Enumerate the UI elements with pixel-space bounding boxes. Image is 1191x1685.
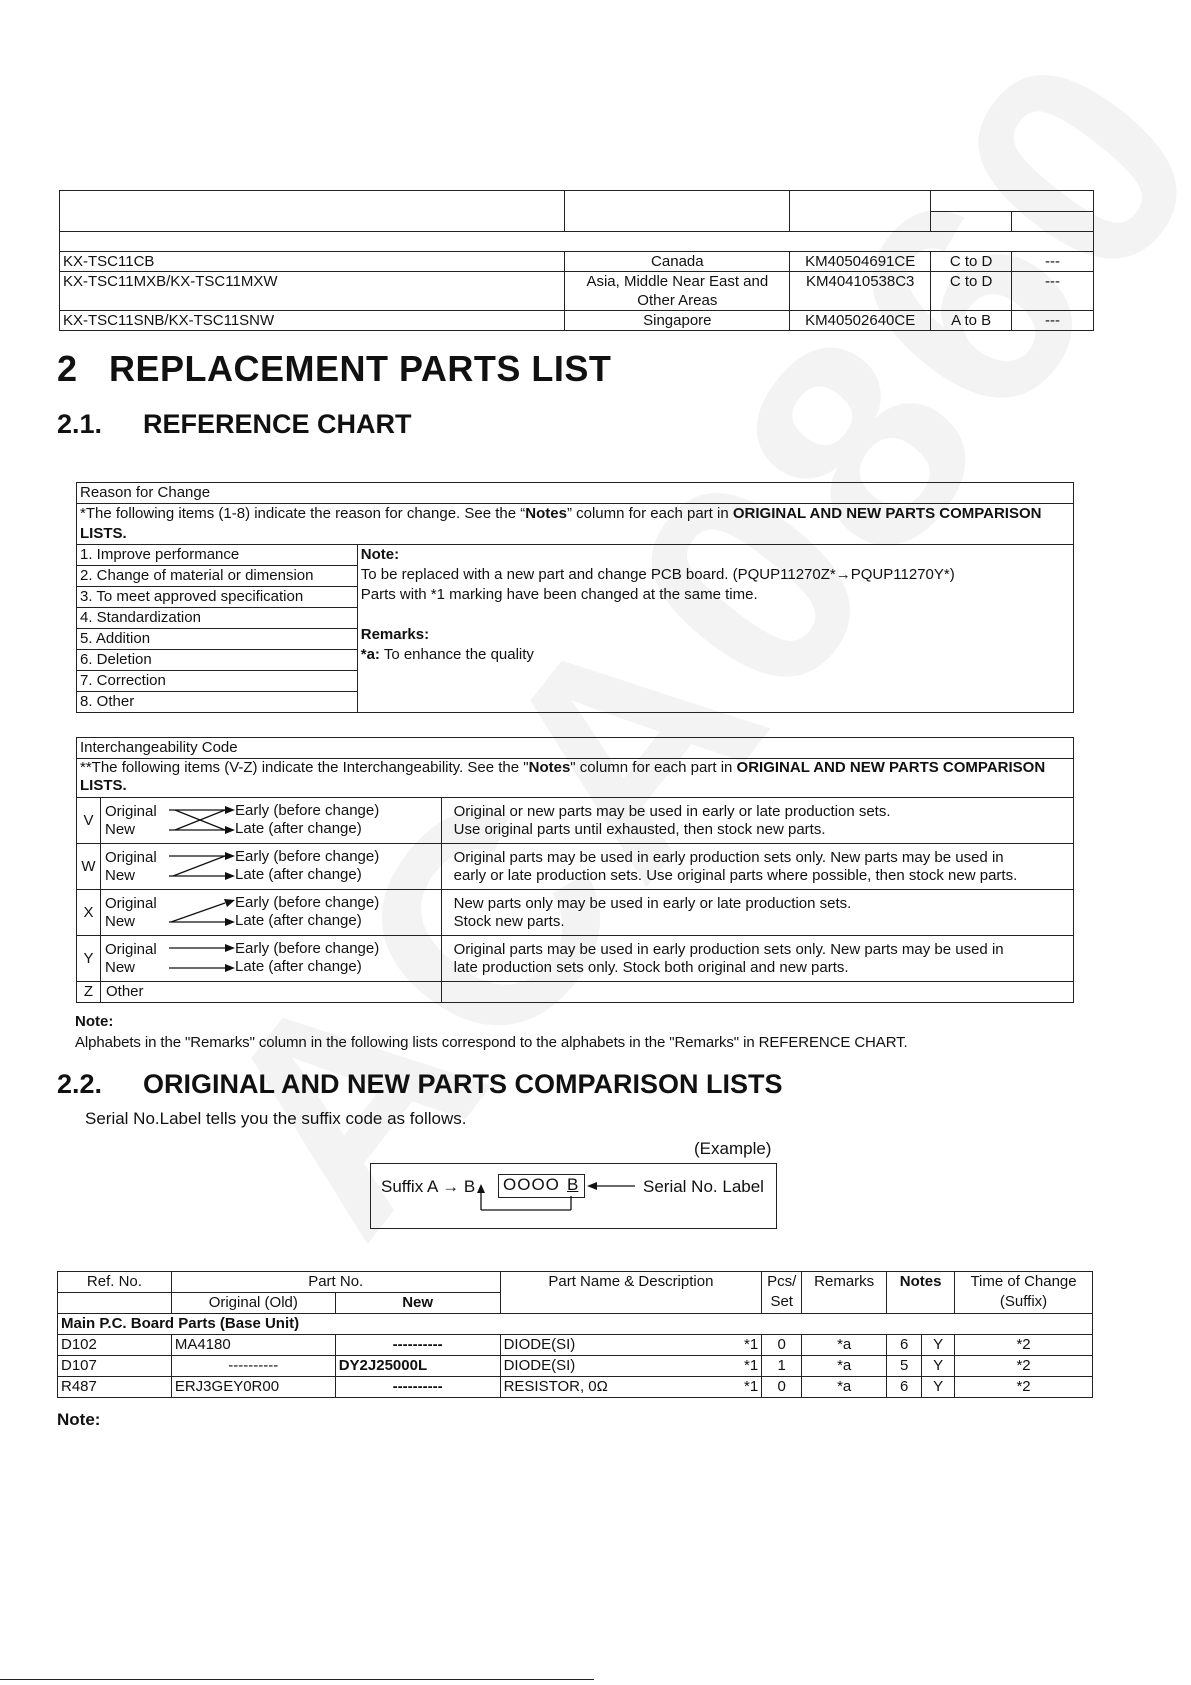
part-ref: D102: [58, 1335, 172, 1356]
model-extra: ---: [1012, 252, 1094, 272]
reason-header: Reason for Change: [77, 483, 1074, 504]
subsection-heading: [57, 1069, 783, 1100]
section-title: REPLACEMENT PARTS LIST: [109, 348, 612, 389]
suffix-text: Suffix A → B: [381, 1177, 476, 1196]
model-row: [60, 311, 1094, 331]
inter-desc-line: New parts only may be used in early or late production sets.: [453, 894, 852, 912]
header-new: New: [335, 1293, 500, 1314]
inter-intro-notes: Notes: [528, 759, 571, 776]
model-area: Asia, Middle Near East and Other Areas: [565, 272, 790, 311]
inter-desc-line: late production sets only. Stock both original and new parts.: [453, 958, 849, 976]
model-code: KM40502640CE: [790, 311, 931, 331]
table-row: [58, 1377, 1093, 1398]
remarks-code: *a:: [360, 646, 380, 663]
inter-diagram: [100, 844, 441, 890]
part-new: DY2J25000L: [335, 1356, 500, 1377]
inter-intro-bold: ORIGINAL AND NEW PARTS COMPARISON LISTS.: [80, 759, 1046, 794]
inter-desc: [441, 844, 1073, 890]
parts-group-label: Main P.C. Board Parts (Base Unit): [58, 1314, 1093, 1335]
model-code: KM40410538C3: [790, 272, 931, 311]
remarks-line: [361, 645, 1070, 665]
inter-code: Y: [77, 936, 101, 982]
inter-diagram: [100, 936, 441, 982]
part-new: ----------: [335, 1377, 500, 1398]
subsection-number: 2.1.: [57, 409, 103, 439]
remarks-label: Remarks:: [360, 626, 430, 643]
inter-z-desc: [441, 982, 1073, 1003]
reason-notes-cell: [357, 545, 1073, 713]
suffix-header-blank: [931, 191, 1094, 212]
reason-item: 7. Correction: [77, 671, 358, 692]
part-ref: R487: [58, 1377, 172, 1398]
reason-item: 8. Other: [77, 692, 358, 713]
subsection-title: REFERENCE CHART: [143, 409, 412, 439]
label-arrow-icon: [587, 1179, 637, 1193]
part-pcs: 1: [762, 1356, 802, 1377]
part-name: DIODE(SI): [500, 1356, 734, 1377]
header-notes: Notes: [887, 1272, 955, 1314]
part-notes-code: Y: [922, 1356, 955, 1377]
label-late: Late (after change): [234, 958, 362, 975]
inter-row: [77, 936, 1074, 982]
label-new: New: [104, 913, 135, 930]
subheader-blank-1: [931, 212, 1012, 232]
interchangeability-table: [76, 737, 1074, 1003]
inter-desc-line: early or late production sets. Use original parts where possible, then stock new parts.: [453, 866, 1018, 884]
label-new: New: [104, 959, 135, 976]
header-ref: Ref. No.: [58, 1272, 172, 1293]
model-area: Singapore: [565, 311, 790, 331]
reason-item: 1. Improve performance: [77, 545, 358, 566]
reason-intro-text2: ” column for each part in: [566, 505, 733, 522]
suffix-pointer-arrow-icon: [471, 1184, 581, 1224]
inter-diagram: [100, 890, 441, 936]
label-original: Original: [104, 849, 157, 866]
inter-diagram: [100, 798, 441, 844]
note-line-2: Parts with *1 marking have been changed at the same time.: [360, 586, 758, 603]
serial-intro: Serial No.Label tells you the suffix code as follows.: [85, 1109, 467, 1128]
subsection-title: ORIGINAL AND NEW PARTS COMPARISON LISTS: [143, 1069, 783, 1099]
header-time: [955, 1272, 1093, 1314]
reason-item: 4. Standardization: [77, 608, 358, 629]
part-remarks: *a: [802, 1377, 887, 1398]
note-label: Note:: [360, 546, 400, 563]
header-part-no: Part No.: [171, 1272, 500, 1293]
model-suffix: A to B: [931, 311, 1012, 331]
part-notes-reason: 6: [887, 1335, 922, 1356]
subsection-heading: [57, 409, 412, 440]
inter-code: Z: [77, 982, 101, 1003]
inter-code: V: [77, 798, 101, 844]
label-original: Original: [104, 941, 157, 958]
model-extra: ---: [1012, 311, 1094, 331]
model-extra: ---: [1012, 272, 1094, 311]
code-header-blank: [790, 191, 931, 232]
inter-intro-text: **The following items (V-Z) indicate the Interchangeability. See the ": [80, 759, 529, 776]
inter-code: X: [77, 890, 101, 936]
model-header-blank: [60, 191, 565, 232]
subsection-number: 2.2.: [57, 1069, 103, 1099]
note-label: Note:: [75, 1013, 114, 1030]
parts-comparison-table: [57, 1271, 1093, 1398]
label-original: Original: [104, 803, 157, 820]
bottom-note-label: Note:: [57, 1410, 101, 1429]
reason-intro-bold: ORIGINAL AND NEW PARTS COMPARISON LISTS.: [80, 505, 1042, 542]
inter-desc: [441, 798, 1073, 844]
model-name: KX-TSC11CB: [60, 252, 565, 272]
inter-row: [77, 890, 1074, 936]
label-late: Late (after change): [234, 912, 362, 929]
serial-example-box: [370, 1163, 777, 1229]
diagonal-arrow-icon: [167, 894, 237, 934]
reason-intro-text: *The following items (1-8) indicate the reason for change. See the “: [80, 505, 526, 522]
label-late: Late (after change): [234, 866, 362, 883]
label-early: Early (before change): [234, 802, 380, 819]
inter-row: [77, 982, 1074, 1003]
inter-z-label: Other: [100, 982, 441, 1003]
part-notes-reason: 6: [887, 1377, 922, 1398]
part-notes-reason: 5: [887, 1356, 922, 1377]
part-pcs: 0: [762, 1335, 802, 1356]
inter-desc-line: Original or new parts may be used in early or late production sets.: [453, 802, 891, 820]
inter-intro-text2: " column for each part in: [570, 759, 737, 776]
table-row: [58, 1356, 1093, 1377]
reason-item: 5. Addition: [77, 629, 358, 650]
serial-suffix: B: [567, 1175, 579, 1194]
label-new: New: [104, 867, 135, 884]
inter-desc-line: Original parts may be used in early production sets only. New parts may be used in: [453, 940, 1004, 958]
part-original: ----------: [171, 1356, 335, 1377]
label-new: New: [104, 821, 135, 838]
part-name: RESISTOR, 0Ω: [500, 1377, 734, 1398]
part-time: *2: [955, 1356, 1093, 1377]
part-original: ERJ3GEY0R00: [171, 1377, 335, 1398]
part-new: ----------: [335, 1335, 500, 1356]
inter-row: [77, 798, 1074, 844]
model-name: KX-TSC11MXB/KX-TSC11MXW: [60, 272, 565, 311]
model-table: [59, 190, 1094, 331]
note-text: Alphabets in the "Remarks" column in the following lists correspond to the alphabets in the "Remarks" in REFERENCE CHART.: [75, 1034, 908, 1051]
label-early: Early (before change): [234, 848, 380, 865]
header-pcs: Pcs/ Set: [762, 1272, 802, 1314]
reason-for-change-table: [76, 482, 1074, 713]
inter-row: [77, 844, 1074, 890]
part-remarks: *a: [802, 1356, 887, 1377]
serial-label-text: Serial No. Label: [643, 1177, 764, 1196]
header-ref-blank: [58, 1293, 172, 1314]
inter-header: Interchangeability Code: [77, 738, 1074, 759]
model-row: [60, 272, 1094, 311]
section-heading: [57, 348, 611, 390]
header-remarks: Remarks: [802, 1272, 887, 1314]
reason-item: 6. Deletion: [77, 650, 358, 671]
model-suffix: C to D: [931, 252, 1012, 272]
part-mark: *1: [734, 1377, 762, 1398]
model-suffix: C to D: [931, 272, 1012, 311]
table-row: [58, 1335, 1093, 1356]
reason-intro-notes: Notes: [525, 505, 567, 522]
label-original: Original: [104, 895, 157, 912]
header-original: Original (Old): [171, 1293, 335, 1314]
part-time: *2: [955, 1377, 1093, 1398]
note-line-1: To be replaced with a new part and change PCB board. (PQUP11270Z*→PQUP11270Y*): [360, 566, 955, 583]
bottom-rule: [0, 1679, 594, 1680]
inter-code: W: [77, 844, 101, 890]
spacer-row: [60, 232, 1094, 252]
inter-desc: [441, 936, 1073, 982]
header-time-label: Time of Change: [970, 1273, 1077, 1290]
label-late: Late (after change): [234, 820, 362, 837]
model-name: KX-TSC11SNB/KX-TSC11SNW: [60, 311, 565, 331]
z-arrows-icon: [167, 848, 237, 888]
part-pcs: 0: [762, 1377, 802, 1398]
label-early: Early (before change): [234, 894, 380, 911]
part-notes-code: Y: [922, 1377, 955, 1398]
part-ref: D107: [58, 1356, 172, 1377]
serial-code: OOOO: [503, 1175, 560, 1194]
model-row: [60, 252, 1094, 272]
part-mark: *1: [734, 1356, 762, 1377]
example-caption: (Example): [694, 1139, 772, 1158]
reason-item: 3. To meet approved specification: [77, 587, 358, 608]
label-early: Early (before change): [234, 940, 380, 957]
part-time: *2: [955, 1335, 1093, 1356]
subheader-blank-2: [1012, 212, 1094, 232]
part-notes-code: Y: [922, 1335, 955, 1356]
reason-item: 2. Change of material or dimension: [77, 566, 358, 587]
inter-desc-line: Use original parts until exhausted, then stock new parts.: [453, 820, 826, 838]
inter-desc-line: Original parts may be used in early production sets only. New parts may be used in: [453, 848, 1004, 866]
area-header-blank: [565, 191, 790, 232]
header-suffix-label: (Suffix): [999, 1293, 1048, 1310]
inter-intro: [77, 759, 1074, 798]
part-name: DIODE(SI): [500, 1335, 734, 1356]
part-remarks: *a: [802, 1335, 887, 1356]
part-original: MA4180: [171, 1335, 335, 1356]
model-area: Canada: [565, 252, 790, 272]
section-number: 2: [57, 348, 78, 389]
cross-arrows-icon: [167, 802, 237, 842]
reason-intro: [77, 504, 1074, 545]
header-name: Part Name & Description: [500, 1272, 762, 1314]
model-code: KM40504691CE: [790, 252, 931, 272]
inter-desc-line: Stock new parts.: [453, 912, 565, 930]
parallel-arrows-icon: [167, 940, 237, 980]
inter-desc: [441, 890, 1073, 936]
part-mark: *1: [734, 1335, 762, 1356]
remarks-text: To enhance the quality: [379, 646, 534, 663]
